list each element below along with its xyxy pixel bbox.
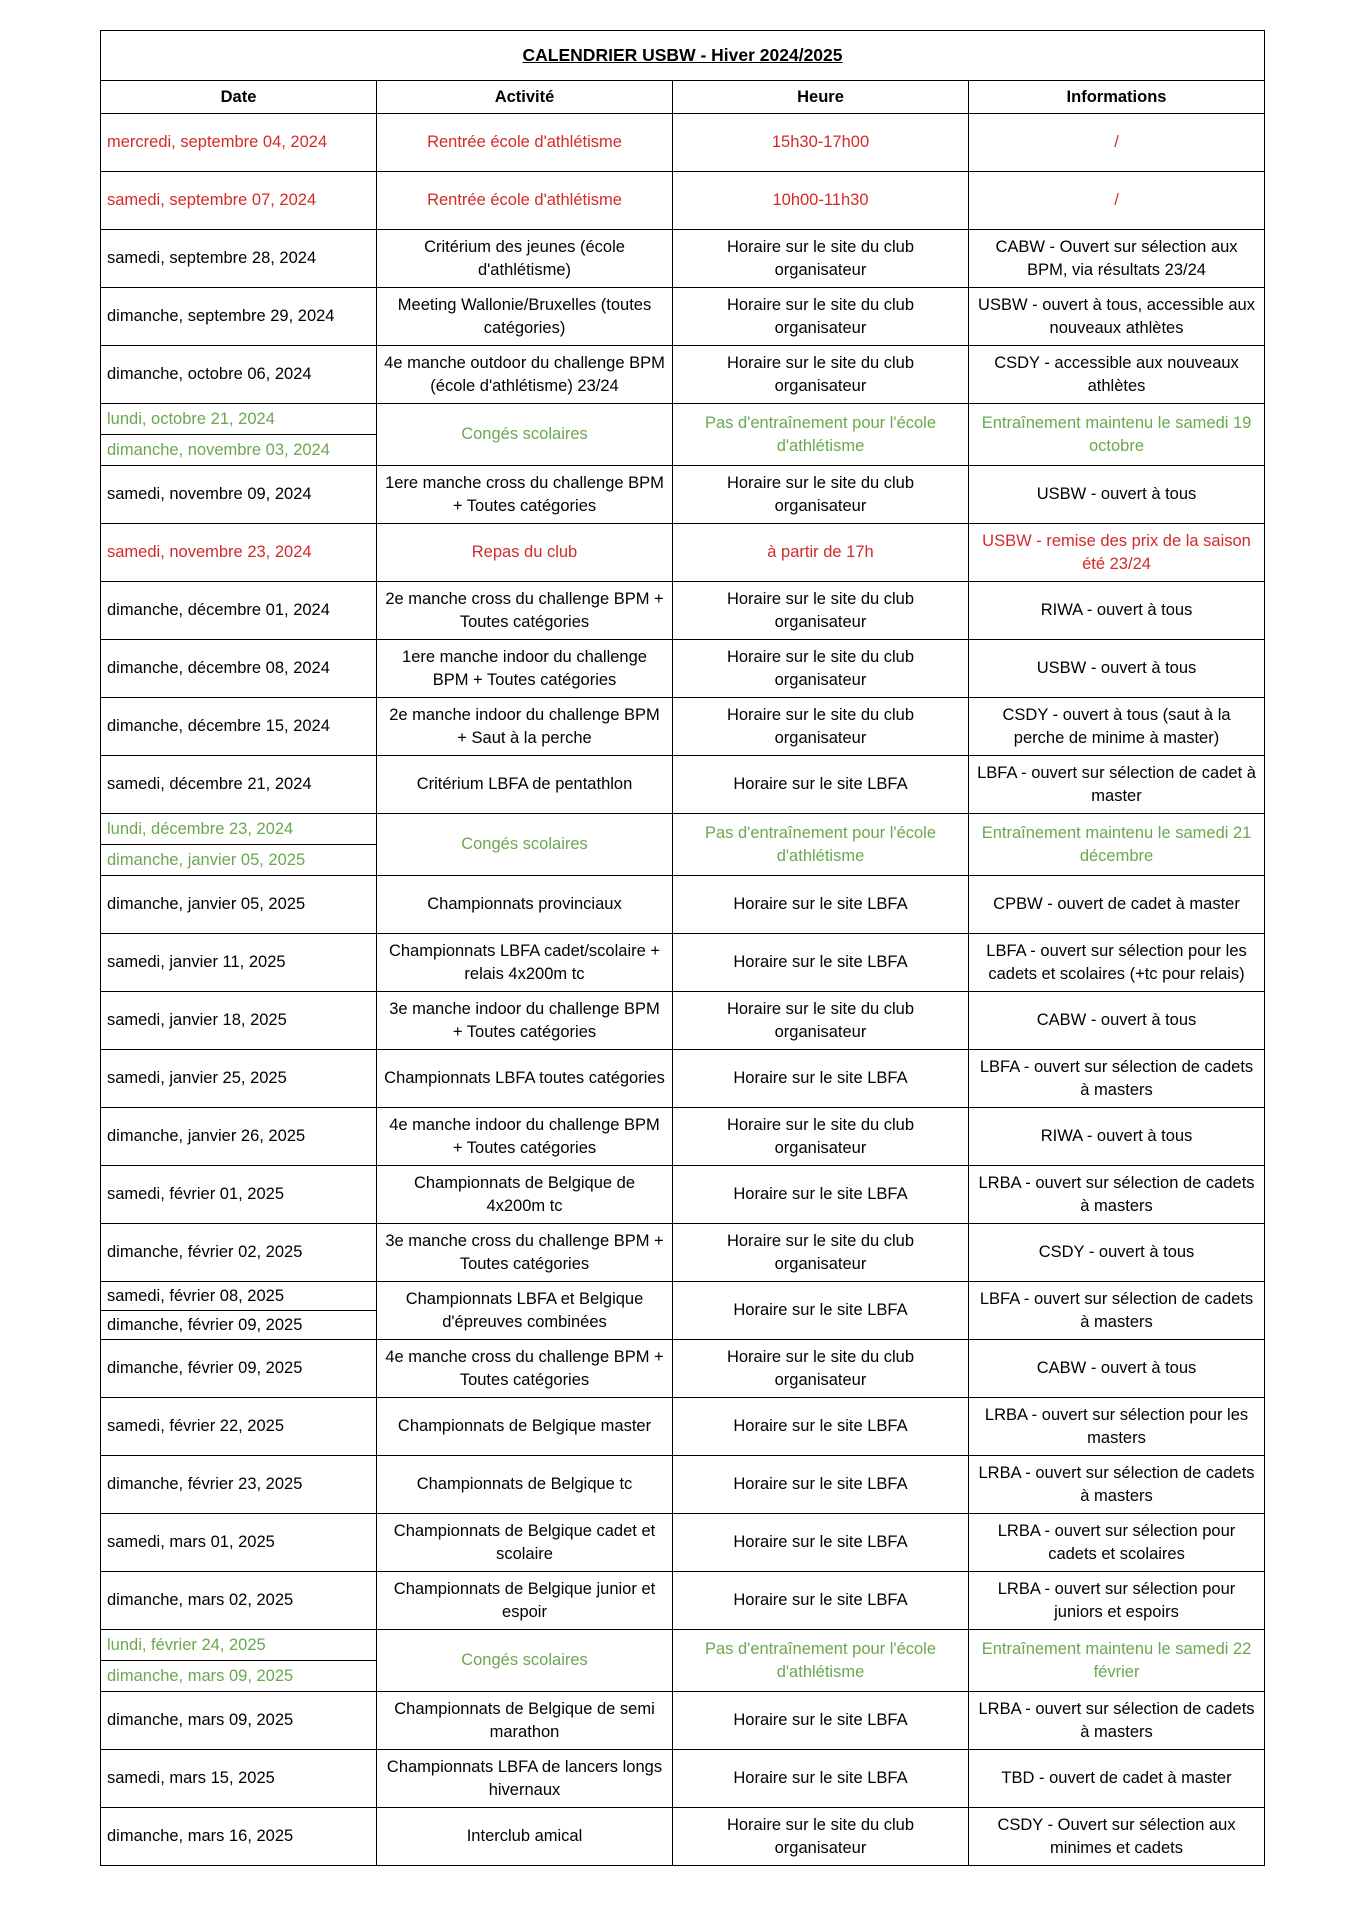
date-cell-start: lundi, décembre 23, 2024 [101,814,377,845]
date-cell-start: samedi, février 08, 2025 [101,1282,377,1311]
date-cell: samedi, mars 15, 2025 [101,1750,377,1808]
date-cell-end: dimanche, novembre 03, 2024 [101,435,377,466]
activity-cell: 4e manche indoor du challenge BPM + Toutes catégories [377,1108,673,1166]
table-row [101,992,1265,1050]
table-row [101,230,1265,288]
table-row [101,814,1265,845]
date-cell-start: lundi, octobre 21, 2024 [101,404,377,435]
time-cell: Horaire sur le site LBFA [673,756,969,814]
time-cell: Pas d'entraînement pour l'école d'athlétisme [673,814,969,876]
date-cell: samedi, septembre 07, 2024 [101,172,377,230]
info-cell: CSDY - accessible aux nouveaux athlètes [969,346,1265,404]
table-row [101,640,1265,698]
column-header-time: Heure [673,81,969,114]
activity-cell: 4e manche outdoor du challenge BPM (école d'athlétisme) 23/24 [377,346,673,404]
date-cell: samedi, novembre 23, 2024 [101,524,377,582]
info-cell: LBFA - ouvert sur sélection de cadet à master [969,756,1265,814]
activity-cell: 1ere manche indoor du challenge BPM + Toutes catégories [377,640,673,698]
info-cell: CABW - ouvert à tous [969,1340,1265,1398]
table-row [101,172,1265,230]
activity-cell: Championnats de Belgique de 4x200m tc [377,1166,673,1224]
date-cell: dimanche, décembre 15, 2024 [101,698,377,756]
table-row [101,1630,1265,1661]
calendar-table [100,30,1265,1866]
time-cell: Pas d'entraînement pour l'école d'athlétisme [673,404,969,466]
time-cell: Horaire sur le site LBFA [673,1692,969,1750]
table-row [101,876,1265,934]
date-cell: samedi, septembre 28, 2024 [101,230,377,288]
date-cell: samedi, janvier 11, 2025 [101,934,377,992]
time-cell: Horaire sur le site LBFA [673,1456,969,1514]
date-cell: dimanche, octobre 06, 2024 [101,346,377,404]
info-cell: Entraînement maintenu le samedi 22 février [969,1630,1265,1692]
activity-cell: Critérium des jeunes (école d'athlétisme) [377,230,673,288]
activity-cell: Rentrée école d'athlétisme [377,114,673,172]
date-cell: dimanche, septembre 29, 2024 [101,288,377,346]
info-cell: USBW - ouvert à tous [969,640,1265,698]
time-cell: Horaire sur le site LBFA [673,876,969,934]
activity-cell: Championnats provinciaux [377,876,673,934]
table-row [101,1224,1265,1282]
calendar-sheet [100,30,1264,1866]
info-cell: LRBA - ouvert sur sélection pour cadets et scolaires [969,1514,1265,1572]
table-row [101,1572,1265,1630]
table-row [101,1282,1265,1311]
info-cell: USBW - ouvert à tous [969,466,1265,524]
time-cell: Horaire sur le site du club organisateur [673,992,969,1050]
info-cell: Entraînement maintenu le samedi 21 décembre [969,814,1265,876]
table-row [101,1456,1265,1514]
info-cell: CSDY - ouvert à tous [969,1224,1265,1282]
activity-cell: Meeting Wallonie/Bruxelles (toutes catégories) [377,288,673,346]
info-cell: CABW - Ouvert sur sélection aux BPM, via résultats 23/24 [969,230,1265,288]
time-cell: Horaire sur le site LBFA [673,934,969,992]
date-cell: dimanche, décembre 08, 2024 [101,640,377,698]
time-cell: Horaire sur le site LBFA [673,1398,969,1456]
activity-cell: Interclub amical [377,1808,673,1866]
table-row [101,1166,1265,1224]
time-cell: 10h00-11h30 [673,172,969,230]
table-row [101,582,1265,640]
date-cell: samedi, janvier 18, 2025 [101,992,377,1050]
info-cell: CABW - ouvert à tous [969,992,1265,1050]
table-row [101,346,1265,404]
time-cell: Horaire sur le site LBFA [673,1514,969,1572]
info-cell: USBW - ouvert à tous, accessible aux nouveaux athlètes [969,288,1265,346]
info-cell: CSDY - ouvert à tous (saut à la perche de minime à master) [969,698,1265,756]
activity-cell: Congés scolaires [377,1630,673,1692]
date-cell: dimanche, mars 16, 2025 [101,1808,377,1866]
date-cell: samedi, mars 01, 2025 [101,1514,377,1572]
activity-cell: Congés scolaires [377,404,673,466]
time-cell: Horaire sur le site du club organisateur [673,1808,969,1866]
activity-cell: 3e manche indoor du challenge BPM + Toutes catégories [377,992,673,1050]
date-cell: samedi, novembre 09, 2024 [101,466,377,524]
table-row [101,756,1265,814]
date-cell: dimanche, mars 09, 2025 [101,1692,377,1750]
title-row [101,31,1265,81]
time-cell: Horaire sur le site LBFA [673,1282,969,1340]
info-cell: / [969,114,1265,172]
calendar-body [101,114,1265,1866]
table-row [101,404,1265,435]
date-cell: samedi, janvier 25, 2025 [101,1050,377,1108]
table-row [101,288,1265,346]
info-cell: TBD - ouvert de cadet à master [969,1750,1265,1808]
info-cell: USBW - remise des prix de la saison été 23/24 [969,524,1265,582]
activity-cell: Championnats LBFA toutes catégories [377,1050,673,1108]
date-cell: dimanche, janvier 05, 2025 [101,876,377,934]
info-cell: LRBA - ouvert sur sélection de cadets à masters [969,1166,1265,1224]
activity-cell: Championnats LBFA de lancers longs hivernaux [377,1750,673,1808]
time-cell: Horaire sur le site du club organisateur [673,1224,969,1282]
activity-cell: 4e manche cross du challenge BPM + Toutes catégories [377,1340,673,1398]
time-cell: Horaire sur le site LBFA [673,1572,969,1630]
info-cell: LBFA - ouvert sur sélection de cadets à masters [969,1282,1265,1340]
info-cell: LRBA - ouvert sur sélection pour juniors et espoirs [969,1572,1265,1630]
activity-cell: Rentrée école d'athlétisme [377,172,673,230]
time-cell: Horaire sur le site du club organisateur [673,1340,969,1398]
activity-cell: Championnats de Belgique master [377,1398,673,1456]
time-cell: Pas d'entraînement pour l'école d'athlétisme [673,1630,969,1692]
activity-cell: 3e manche cross du challenge BPM + Toutes catégories [377,1224,673,1282]
activity-cell: Championnats LBFA cadet/scolaire + relais 4x200m tc [377,934,673,992]
column-header-info: Informations [969,81,1265,114]
activity-cell: Championnats de Belgique cadet et scolaire [377,1514,673,1572]
info-cell: LBFA - ouvert sur sélection pour les cadets et scolaires (+tc pour relais) [969,934,1265,992]
table-row [101,698,1265,756]
info-cell: RIWA - ouvert à tous [969,582,1265,640]
activity-cell: 2e manche indoor du challenge BPM + Saut à la perche [377,698,673,756]
calendar-title [101,31,1265,81]
table-row [101,1398,1265,1456]
time-cell: Horaire sur le site du club organisateur [673,582,969,640]
info-cell: Entraînement maintenu le samedi 19 octobre [969,404,1265,466]
activity-cell: 2e manche cross du challenge BPM + Toutes catégories [377,582,673,640]
date-cell-end: dimanche, février 09, 2025 [101,1311,377,1340]
time-cell: Horaire sur le site LBFA [673,1166,969,1224]
time-cell: Horaire sur le site du club organisateur [673,230,969,288]
date-cell-end: dimanche, mars 09, 2025 [101,1661,377,1692]
time-cell: Horaire sur le site du club organisateur [673,640,969,698]
time-cell: Horaire sur le site du club organisateur [673,1108,969,1166]
date-cell: dimanche, février 09, 2025 [101,1340,377,1398]
activity-cell: Championnats de Belgique junior et espoir [377,1572,673,1630]
time-cell: Horaire sur le site du club organisateur [673,346,969,404]
table-row [101,1692,1265,1750]
date-cell: dimanche, janvier 26, 2025 [101,1108,377,1166]
info-cell: RIWA - ouvert à tous [969,1108,1265,1166]
activity-cell: Repas du club [377,524,673,582]
table-row [101,1750,1265,1808]
table-row [101,466,1265,524]
table-row [101,1050,1265,1108]
date-cell: dimanche, mars 02, 2025 [101,1572,377,1630]
column-header-activity: Activité [377,81,673,114]
date-cell-end: dimanche, janvier 05, 2025 [101,845,377,876]
table-row [101,1514,1265,1572]
info-cell: / [969,172,1265,230]
date-cell: samedi, décembre 21, 2024 [101,756,377,814]
activity-cell: Critérium LBFA de pentathlon [377,756,673,814]
activity-cell: 1ere manche cross du challenge BPM + Toutes catégories [377,466,673,524]
date-cell-start: lundi, février 24, 2025 [101,1630,377,1661]
date-cell: samedi, février 01, 2025 [101,1166,377,1224]
time-cell: 15h30-17h00 [673,114,969,172]
activity-cell: Championnats de Belgique de semi marathon [377,1692,673,1750]
time-cell: Horaire sur le site LBFA [673,1750,969,1808]
time-cell: Horaire sur le site LBFA [673,1050,969,1108]
header-row [101,81,1265,114]
date-cell: samedi, février 22, 2025 [101,1398,377,1456]
info-cell: LRBA - ouvert sur sélection de cadets à masters [969,1456,1265,1514]
time-cell: Horaire sur le site du club organisateur [673,698,969,756]
time-cell: Horaire sur le site du club organisateur [673,288,969,346]
date-cell: dimanche, décembre 01, 2024 [101,582,377,640]
info-cell: CPBW - ouvert de cadet à master [969,876,1265,934]
date-cell: mercredi, septembre 04, 2024 [101,114,377,172]
activity-cell: Congés scolaires [377,814,673,876]
info-cell: LRBA - ouvert sur sélection de cadets à masters [969,1692,1265,1750]
table-row [101,934,1265,992]
calendar-title-text: CALENDRIER USBW - Hiver 2024/2025 [522,45,843,65]
activity-cell: Championnats LBFA et Belgique d'épreuves combinées [377,1282,673,1340]
table-row [101,1340,1265,1398]
table-row [101,1108,1265,1166]
date-cell: dimanche, février 02, 2025 [101,1224,377,1282]
activity-cell: Championnats de Belgique tc [377,1456,673,1514]
time-cell: à partir de 17h [673,524,969,582]
info-cell: CSDY - Ouvert sur sélection aux minimes et cadets [969,1808,1265,1866]
time-cell: Horaire sur le site du club organisateur [673,466,969,524]
table-row [101,114,1265,172]
column-header-date: Date [101,81,377,114]
table-row [101,1808,1265,1866]
info-cell: LBFA - ouvert sur sélection de cadets à masters [969,1050,1265,1108]
table-row [101,524,1265,582]
info-cell: LRBA - ouvert sur sélection pour les masters [969,1398,1265,1456]
date-cell: dimanche, février 23, 2025 [101,1456,377,1514]
